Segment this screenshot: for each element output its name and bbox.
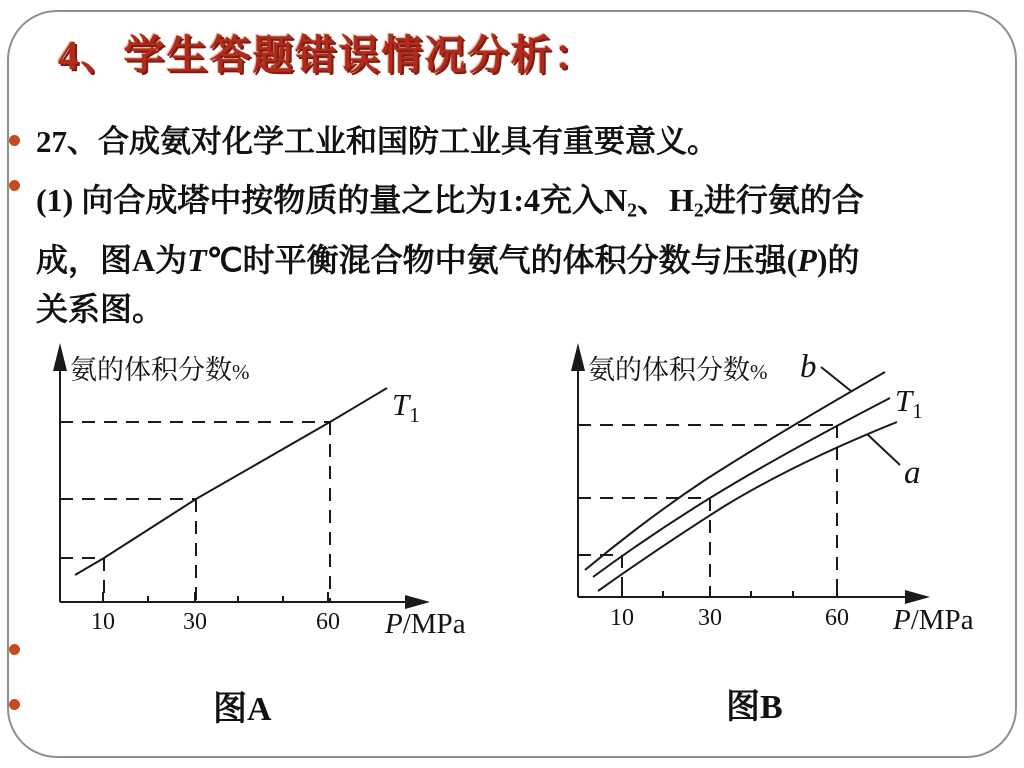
bullet-dot: [9, 180, 20, 191]
subscript: 2: [693, 199, 704, 222]
series-label-t1: $T_1$: [392, 387, 420, 427]
subscript: 2: [627, 199, 638, 222]
curve-t1: [75, 388, 387, 575]
leader-line-a: [867, 434, 900, 465]
text-run: 、H: [637, 182, 694, 218]
variable-P: P: [797, 241, 817, 278]
text-run: (1) 向合成塔中按物质的量之比为1:4充入N: [36, 182, 628, 218]
text-run: ℃时平衡混合物中氨气的体积分数与压强(: [206, 241, 798, 278]
bullet-line-1: [36, 176, 864, 236]
x-tick-label-30: 30: [183, 609, 207, 635]
y-axis-label: 氨的体积分数%: [588, 355, 768, 385]
figure-b-caption: 图B: [726, 689, 783, 726]
variable-T: T: [187, 241, 207, 278]
x-tick-label-60: 60: [825, 605, 849, 631]
bullet-line-2: [36, 236, 864, 285]
text-run: 成，图A为: [36, 241, 188, 278]
x-tick-label-10: 10: [91, 609, 115, 635]
y-axis-arrow-icon: [53, 343, 67, 371]
bullet-line-3: [36, 285, 864, 334]
bullet-dot-empty: [9, 644, 20, 655]
bullet-text: 27、合成氨对化学工业和国防工业具有重要意义。: [36, 124, 718, 159]
x-tick-label-30: 30: [698, 605, 722, 631]
y-axis-arrow-icon: [571, 343, 585, 371]
bullet-dot-empty: [9, 699, 20, 710]
leader-line-b: [821, 367, 851, 391]
x-axis-label: P/MPa: [385, 608, 466, 640]
series-label-t1: $T_1$: [895, 383, 923, 423]
series-label-a: a: [904, 455, 921, 491]
bullet-item-27: [36, 116, 718, 161]
x-axis-arrow-icon: [405, 595, 430, 609]
curve-a: [598, 422, 897, 591]
chart-a: [40, 335, 480, 645]
series-label-b: b: [800, 349, 817, 385]
x-tick-label-10: 10: [610, 605, 634, 631]
text-run: 关系图。: [36, 290, 165, 327]
bullet-dot: [9, 135, 20, 146]
page-title: 4、学生答题错误情况分析：: [58, 32, 597, 78]
x-axis-label: P/MPa: [893, 604, 974, 636]
x-tick-label-60: 60: [316, 609, 340, 635]
x-axis-arrow-icon: [905, 590, 930, 604]
bullet-item-q1: [36, 176, 864, 334]
text-run: 进行氨的合: [703, 182, 864, 218]
text-run: )的: [816, 241, 860, 278]
figure-a-caption: 图A: [213, 691, 272, 728]
chart-b: [555, 335, 1015, 645]
curve-b: [585, 372, 885, 570]
y-axis-label: 氨的体积分数%: [70, 355, 250, 385]
